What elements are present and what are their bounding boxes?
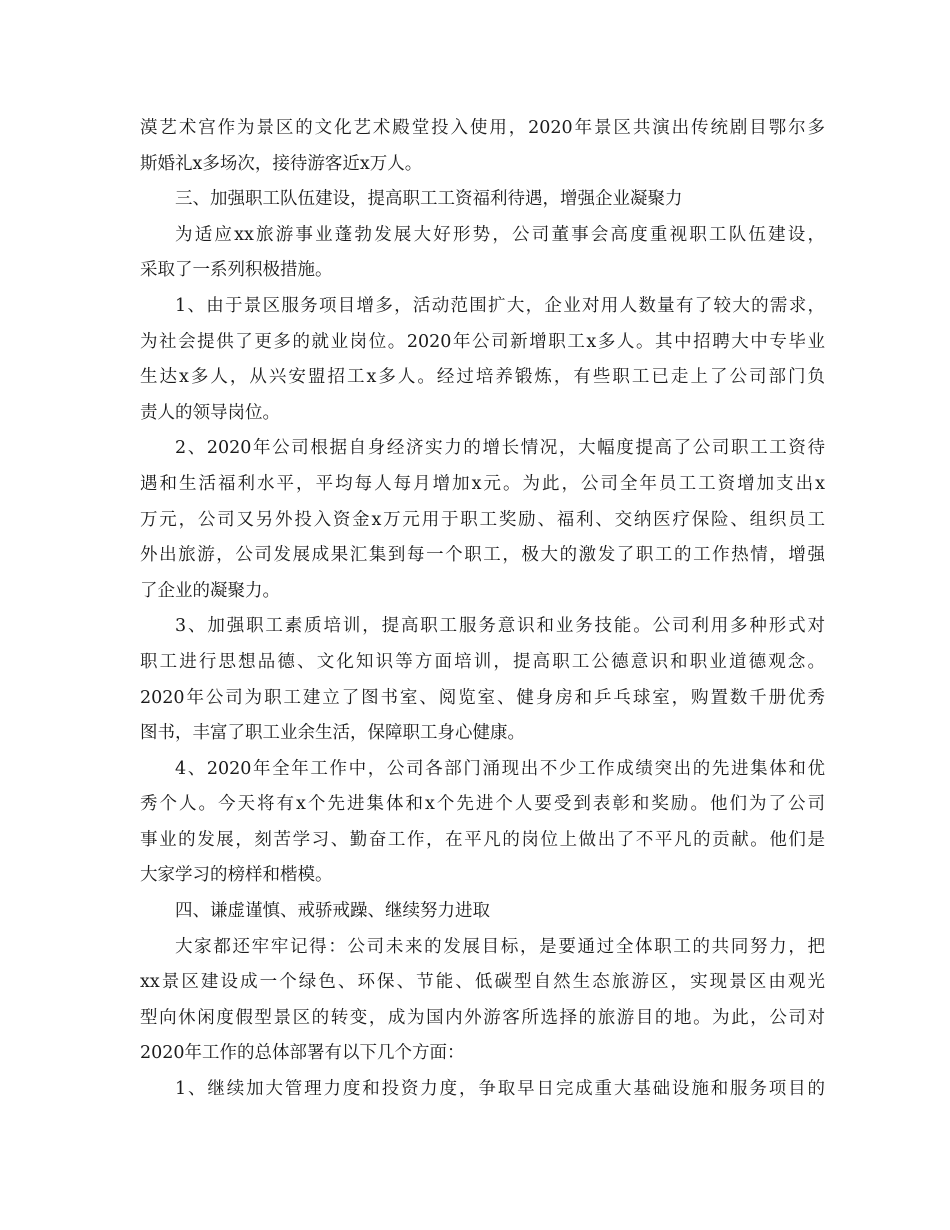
text-line: 漠艺术宫作为景区的文化艺术殿堂投入使用，2020年景区共演出传统剧目鄂尔多 bbox=[140, 118, 825, 138]
text-line: 2020年公司为职工建立了图书室、阅览室、健身房和乒乓球室，购置数千册优秀 bbox=[140, 687, 825, 708]
text-line: 万元，公司又另外投入资金x万元用于职工奖励、福利、交纳医疗保险、组织员工 bbox=[140, 509, 825, 530]
section-heading: 四、谦虚谨慎、戒骄戒躁、继续努力进取 bbox=[175, 901, 490, 922]
text-line: 大家学习的榜样和楷模。 bbox=[140, 865, 333, 886]
text-line: 责人的领导岗位。 bbox=[140, 402, 280, 423]
text-line: 3、加强职工素质培训，提高职工服务意识和业务技能。公司利用多种形式对 bbox=[175, 616, 825, 637]
text-line: 2020年工作的总体部署有以下几个方面： bbox=[140, 1043, 465, 1064]
text-line: 大家都还牢牢记得：公司未来的发展目标，是要通过全体职工的共同努力，把 bbox=[175, 936, 825, 957]
text-line: 型向休闲度假型景区的转变，成为国内外游客所选择的旅游目的地。为此，公司对 bbox=[140, 1007, 825, 1028]
text-line: 斯婚礼x多场次，接待游客近x万人。 bbox=[140, 153, 423, 174]
text-line: 4、2020年全年工作中，公司各部门涌现出不少工作成绩突出的先进集体和优 bbox=[175, 758, 825, 779]
text-line: 采取了一系列积极措施。 bbox=[140, 260, 333, 281]
text-line: 为适应xx旅游事业蓬勃发展大好形势，公司董事会高度重视职工队伍建设， bbox=[175, 224, 825, 245]
text-line: 1、继续加大管理力度和投资力度，争取早日完成重大基础设施和服务项目的 bbox=[175, 1079, 825, 1100]
text-line: 2、2020年公司根据自身经济实力的增长情况，大幅度提高了公司职工工资待 bbox=[175, 438, 825, 459]
text-line: xx景区建设成一个绿色、环保、节能、低碳型自然生态旅游区，实现景区由观光 bbox=[140, 972, 825, 993]
text-line: 生达x多人，从兴安盟招工x多人。经过培养锻炼，有些职工已走上了公司部门负 bbox=[140, 367, 825, 388]
text-line: 职工进行思想品德、文化知识等方面培训，提高职工公德意识和职业道德观念。 bbox=[140, 651, 825, 672]
text-line: 遇和生活福利水平，平均每人每月增加x元。为此，公司全年员工工资增加支出x bbox=[140, 473, 825, 494]
section-heading: 三、加强职工队伍建设，提高职工工资福利待遇，增强企业凝聚力 bbox=[175, 189, 683, 210]
text-line: 为社会提供了更多的就业岗位。2020年公司新增职工x多人。其中招聘大中专毕业 bbox=[140, 331, 825, 352]
text-line: 外出旅游，公司发展成果汇集到每一个职工，极大的激发了职工的工作热情，增强 bbox=[140, 545, 825, 566]
text-line: 了企业的凝聚力。 bbox=[140, 580, 280, 601]
text-line: 1、由于景区服务项目增多，活动范围扩大，企业对用人数量有了较大的需求， bbox=[175, 295, 825, 316]
text-line: 秀个人。今天将有x个先进集体和x个先进个人要受到表彰和奖励。他们为了公司 bbox=[140, 794, 825, 815]
text-line: 事业的发展，刻苦学习、勤奋工作，在平凡的岗位上做出了不平凡的贡献。他们是 bbox=[140, 829, 825, 850]
text-line: 图书，丰富了职工业余生活，保障职工身心健康。 bbox=[140, 723, 525, 744]
document-body bbox=[140, 111, 825, 1108]
